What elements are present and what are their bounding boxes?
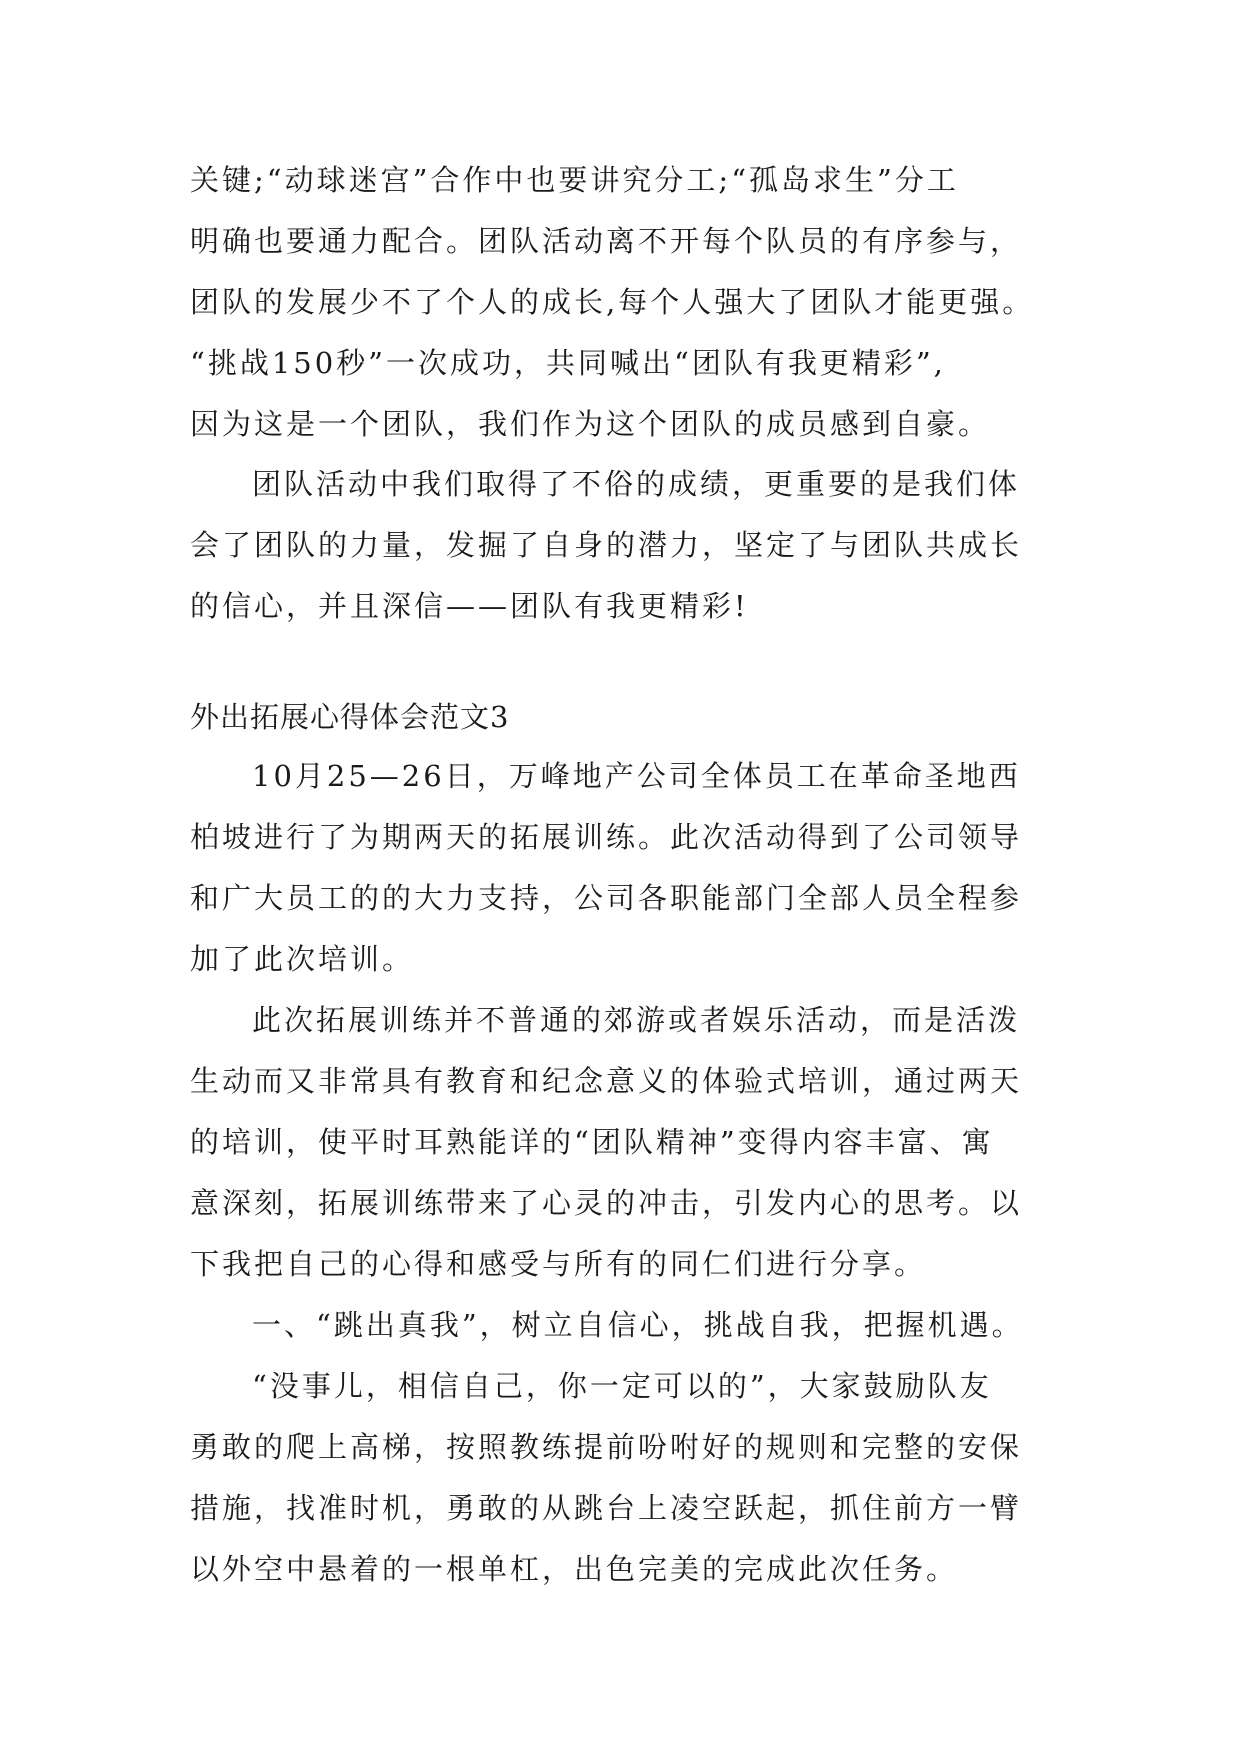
paragraph-start: “没事儿，相信自己，你一定可以的”，大家鼓励队友 (252, 1369, 992, 1403)
text-line: 措施，找准时机，勇敢的从跳台上凌空跃起，抓住前方一臂 (190, 1491, 1023, 1525)
text-line: 明确也要通力配合。团队活动离不开每个队员的有序参与， (190, 224, 1023, 258)
text-line: 的培训，使平时耳熟能详的“团队精神”变得内容丰富、寓 (190, 1125, 994, 1159)
paragraph-start: 团队活动中我们取得了不俗的成绩，更重要的是我们体 (252, 467, 1021, 501)
subheading: 一、“跳出真我”，树立自信心，挑战自我，把握机遇。 (252, 1308, 1024, 1342)
text-line: 以外空中悬着的一根单杠，出色完美的完成此次任务。 (190, 1552, 959, 1586)
text-line: “挑战150秒”一次成功，共同喊出“团队有我更精彩”, (190, 346, 946, 380)
paragraph-start: 10月25—26日，万峰地产公司全体员工在革命圣地西 (252, 759, 1021, 793)
text-line: 会了团队的力量，发掘了自身的潜力，坚定了与团队共成长 (190, 528, 1023, 562)
text-line: 生动而又非常具有教育和纪念意义的体验式培训，通过两天 (190, 1064, 1023, 1098)
text-line: 下我把自己的心得和感受与所有的同仁们进行分享。 (190, 1247, 927, 1281)
text-line: 加了此次培训。 (190, 942, 415, 976)
text-line: 和广大员工的的大力支持，公司各职能部门全部人员全程参 (190, 881, 1023, 915)
text-line: 意深刻，拓展训练带来了心灵的冲击，引发内心的思考。以 (190, 1186, 1023, 1220)
text-line: 团队的发展少不了个人的成长,每个人强大了团队才能更强。 (190, 285, 1035, 319)
text-line: 的信心，并且深信——团队有我更精彩! (190, 589, 749, 623)
text-line: 柏坡进行了为期两天的拓展训练。此次活动得到了公司领导 (190, 820, 1023, 854)
paragraph-start: 此次拓展训练并不普通的郊游或者娱乐活动，而是活泼 (252, 1003, 1021, 1037)
text-line: 关键;“动球迷宫”合作中也要讲究分工;“孤岛求生”分工 (190, 163, 959, 197)
text-line: 勇敢的爬上高梯，按照教练提前吩咐好的规则和完整的安保 (190, 1430, 1023, 1464)
text-line: 因为这是一个团队，我们作为这个团队的成员感到自豪。 (190, 407, 991, 441)
section-heading: 外出拓展心得体会范文3 (190, 700, 510, 734)
